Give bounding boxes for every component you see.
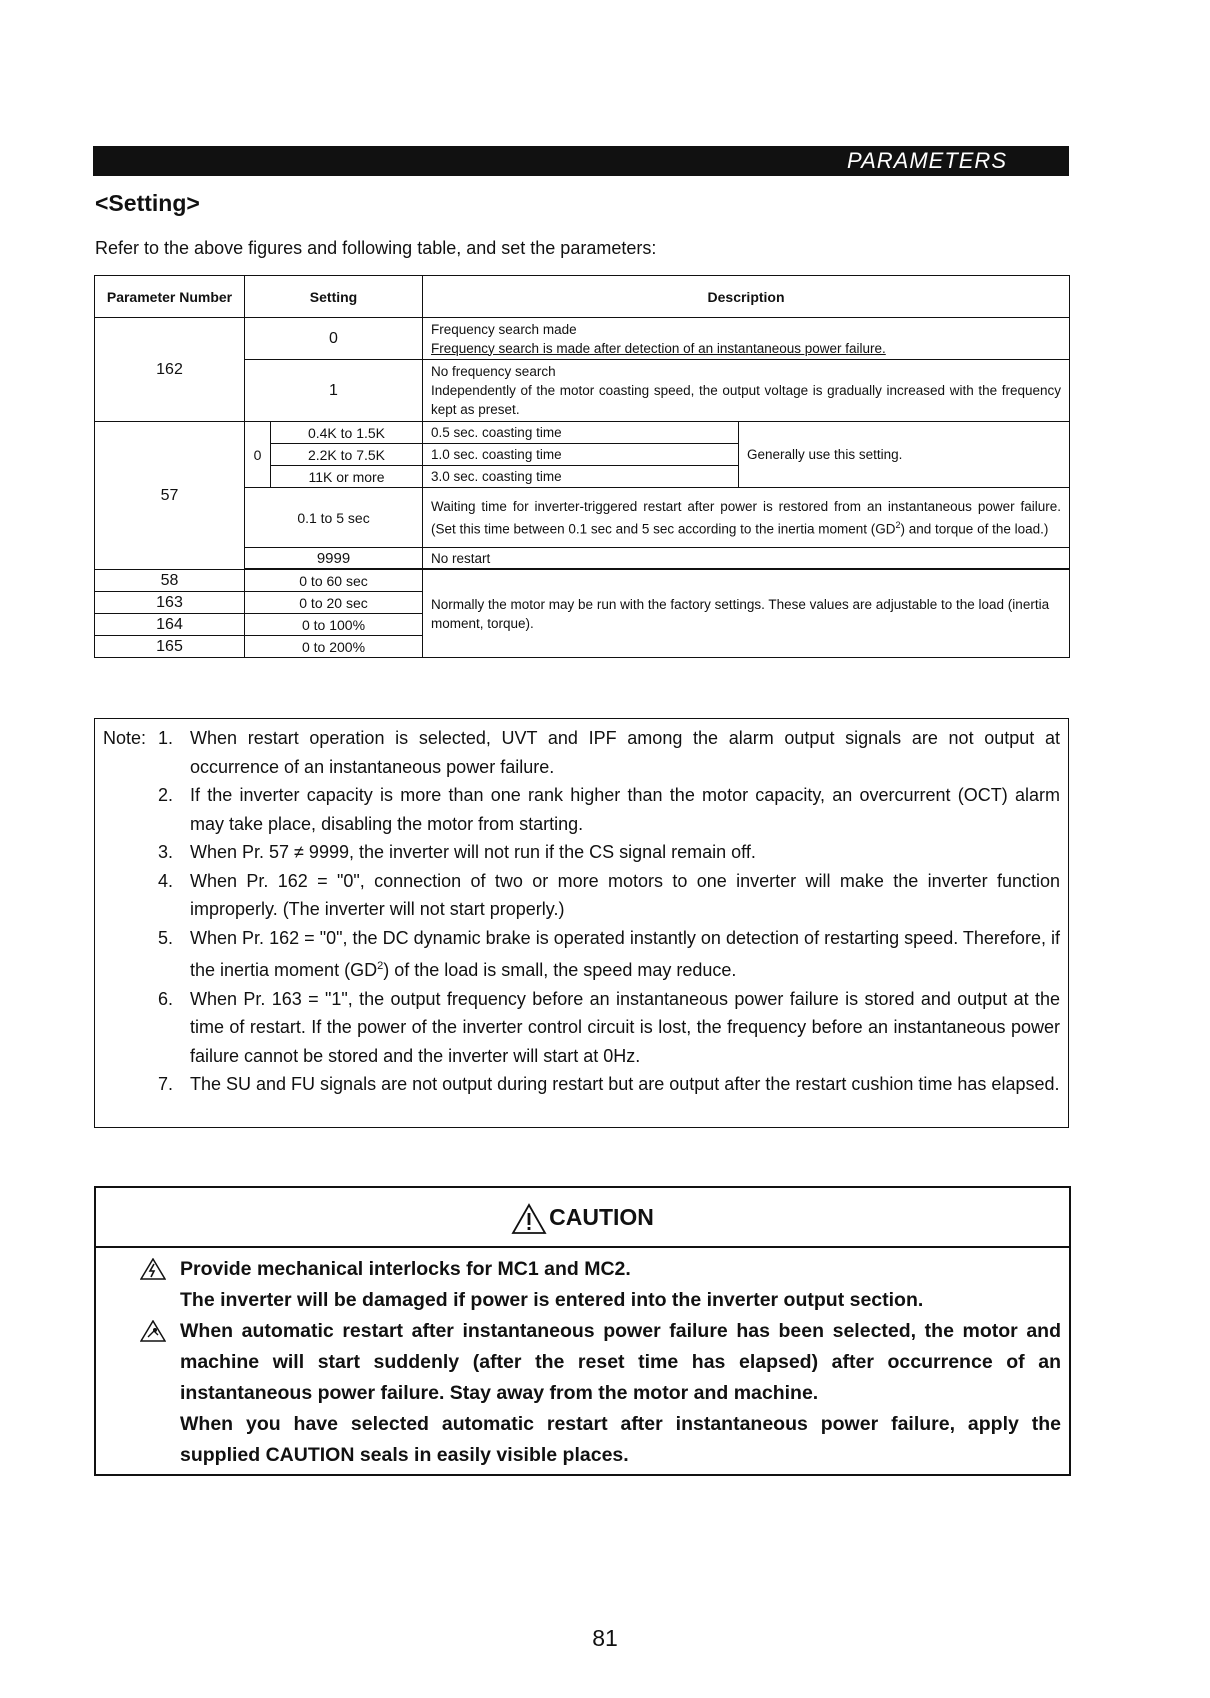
caution-text: When you have selected automatic restart after instantaneous power failure, apply the supplied CAUTION seals in easily visible places. — [180, 1413, 1061, 1466]
note-item — [95, 985, 1060, 1071]
param-57-setting-9999: 9999 — [245, 548, 423, 569]
note-item — [95, 838, 1060, 867]
note-number: 5. — [158, 927, 174, 948]
param-162-number: 162 — [95, 318, 245, 422]
desc-line: Independently of the motor coasting speed, the output voltage is gradually increased with the frequency kept as preset. — [431, 383, 1062, 417]
caution-header — [96, 1188, 1069, 1248]
rotating-hazard-warning-icon — [140, 1320, 166, 1342]
param-58-setting: 0 to 60 sec — [245, 570, 423, 592]
note-item — [95, 1070, 1060, 1099]
param-162-setting-0: 0 — [245, 318, 423, 360]
caution-line — [180, 1409, 1061, 1471]
caution-line — [180, 1285, 1061, 1316]
param-165-setting: 0 to 200% — [245, 636, 423, 658]
param-57-setting-0: 0 — [245, 422, 271, 488]
note-text: The SU and FU signals are not output during restart but are output after the restart cushion time has elapsed. — [190, 1074, 1060, 1094]
param-164-setting: 0 to 100% — [245, 614, 423, 636]
superscript: 2 — [377, 960, 384, 972]
coasting-time: 1.0 sec. coasting time — [423, 444, 739, 466]
param-57-description-range — [423, 488, 1070, 548]
note-text: When Pr. 57 ≠ 9999, the inverter will not run if the CS signal remain off. — [190, 842, 756, 862]
intro-text: Refer to the above figures and following table, and set the parameters: — [95, 238, 657, 258]
desc-text: Waiting time for inverter-triggered restart after power is restored from an instantaneous power failure. (Set this time between 0.1 sec and 5 sec according to the inertia moment (GD — [431, 498, 1062, 537]
param-57-setting-range: 0.1 to 5 sec — [245, 488, 423, 548]
note-number: 1. — [158, 728, 174, 748]
note-item — [95, 724, 1060, 781]
page-number: 81 — [592, 1625, 618, 1651]
note-number: 7. — [158, 1074, 174, 1094]
caution-line — [180, 1254, 1061, 1285]
coasting-time: 0.5 sec. coasting time — [423, 422, 739, 444]
param-162-setting-1: 1 — [245, 360, 423, 422]
caution-body — [96, 1248, 1069, 1471]
note-text: When Pr. 162 = "0", connection of two or more motors to one inverter will make the inverter function improperly. (The inverter will not start properly.) — [190, 870, 1060, 919]
caution-text: The inverter will be damaged if power is entered into the inverter output section. — [180, 1289, 924, 1311]
note-text: ) of the load is small, the speed may reduce. — [383, 960, 737, 980]
caution-title: CAUTION — [549, 1204, 654, 1230]
section-header-bar — [93, 146, 1069, 176]
param-162-description-1 — [423, 360, 1070, 422]
capacity-range: 2.2K to 7.5K — [271, 444, 423, 466]
param-162-description-0 — [423, 318, 1070, 360]
note-number: 2. — [158, 785, 174, 805]
param-163-number: 163 — [95, 592, 245, 614]
capacity-range: 11K or more — [271, 466, 423, 488]
note-number: 3. — [158, 842, 174, 862]
note-item — [95, 924, 1060, 985]
param-164-number: 164 — [95, 614, 245, 636]
coasting-time: 3.0 sec. coasting time — [423, 466, 739, 488]
electric-shock-warning-icon — [140, 1258, 166, 1280]
warning-triangle-icon — [511, 1203, 547, 1235]
header-description: Description — [423, 276, 1070, 318]
note-text: When Pr. 162 = "0", the DC dynamic brake is operated instantly on detection of restarting speed. Therefore, if the inertia moment (GD — [190, 927, 1060, 980]
note-item — [95, 781, 1060, 838]
setting-title: <Setting> — [95, 190, 200, 216]
parameter-table — [94, 275, 1070, 658]
caution-box — [94, 1186, 1071, 1476]
general-setting-note: Generally use this setting. — [739, 422, 1070, 488]
note-list — [95, 724, 1060, 1099]
param-57-description-9999: No restart — [423, 548, 1070, 569]
header-title: PARAMETERS — [847, 148, 1007, 173]
notes-box — [94, 718, 1069, 1128]
desc-line: Frequency search made — [431, 321, 577, 337]
param-57-number: 57 — [95, 422, 245, 570]
note-item — [95, 867, 1060, 924]
caution-line — [180, 1316, 1061, 1409]
param-163-setting: 0 to 20 sec — [245, 592, 423, 614]
desc-line: Frequency search is made after detection of an instantaneous power failure. — [431, 340, 886, 356]
desc-text: ) and torque of the load.) — [900, 521, 1049, 537]
note-text: When restart operation is selected, UVT and IPF among the alarm output signals are not output at occurrence of an instantaneous power failure. — [190, 728, 1060, 777]
desc-line: No frequency search — [431, 364, 556, 379]
superscript: 2 — [895, 519, 901, 530]
others-description: Normally the motor may be run with the factory settings. These values are adjustable to the load (inertia moment, torque). — [423, 570, 1070, 658]
note-text: When Pr. 163 = "1", the output frequency before an instantaneous power failure is stored and output at the time of restart. If the power of the inverter control circuit is lost, the frequency before an instantaneous power failure cannot be stored and the inverter will start at 0Hz. — [190, 988, 1060, 1066]
param-165-number: 165 — [95, 636, 245, 658]
header-parameter-number: Parameter Number — [95, 276, 245, 318]
caution-text: When automatic restart after instantaneous power failure has been selected, the motor and machine will start suddenly (after the reset time has elapsed) after occurrence of an instantaneous power failure. Stay away from the motor and machine. — [180, 1320, 1061, 1404]
note-text: If the inverter capacity is more than one rank higher than the motor capacity, an overcurrent (OCT) alarm may take place, disabling the motor from starting. — [190, 785, 1060, 834]
note-number: 6. — [158, 988, 174, 1009]
note-label: Note: — [103, 728, 147, 748]
param-58-number: 58 — [95, 570, 245, 592]
capacity-range: 0.4K to 1.5K — [271, 422, 423, 444]
header-setting: Setting — [245, 276, 423, 318]
note-number: 4. — [158, 870, 174, 891]
caution-text: Provide mechanical interlocks for MC1 and MC2. — [180, 1258, 631, 1280]
